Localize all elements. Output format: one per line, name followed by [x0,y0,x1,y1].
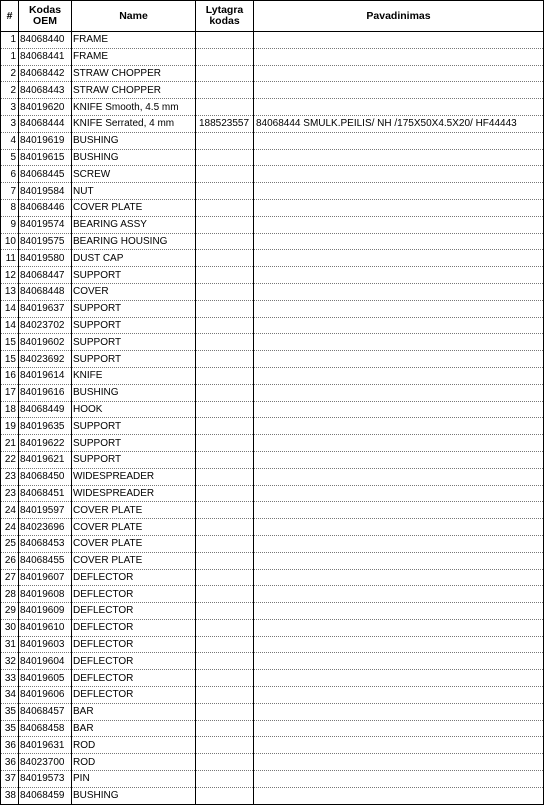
lytagra-code-cell [196,99,254,116]
pavadinimas-cell [254,468,544,485]
table-row [1,502,544,519]
oem-code-cell: 84019615 [19,149,72,166]
oem-code-cell: 84023700 [19,754,72,771]
lytagra-code-cell [196,519,254,536]
row-number-cell: 36 [1,754,19,771]
table-row [1,771,544,788]
row-number-cell: 32 [1,653,19,670]
pavadinimas-cell [254,351,544,368]
row-number-cell: 26 [1,552,19,569]
lytagra-code-cell [196,535,254,552]
row-number-cell: 28 [1,586,19,603]
pavadinimas-cell [254,334,544,351]
header-number: # [1,1,19,32]
pavadinimas-cell [254,183,544,200]
oem-code-cell: 84019573 [19,771,72,788]
row-number-cell: 35 [1,720,19,737]
row-number-cell: 12 [1,267,19,284]
pavadinimas-cell [254,603,544,620]
pavadinimas-cell [254,435,544,452]
table-row [1,451,544,468]
row-number-cell: 2 [1,65,19,82]
pavadinimas-cell [254,99,544,116]
pavadinimas-cell [254,250,544,267]
oem-code-cell: 84019619 [19,132,72,149]
oem-code-cell: 84068447 [19,267,72,284]
lytagra-code-cell [196,82,254,99]
oem-code-cell: 84019609 [19,603,72,620]
lytagra-code-cell [196,720,254,737]
part-name-cell: COVER PLATE [72,199,196,216]
pavadinimas-cell [254,619,544,636]
lytagra-code-cell [196,401,254,418]
table-row [1,401,544,418]
table-row [1,99,544,116]
lytagra-code-cell [196,586,254,603]
oem-code-cell: 84019616 [19,384,72,401]
part-name-cell: BUSHING [72,149,196,166]
table-row [1,183,544,200]
table-row [1,485,544,502]
lytagra-code-cell [196,737,254,754]
oem-code-cell: 84019605 [19,670,72,687]
table-row [1,468,544,485]
table-row [1,569,544,586]
lytagra-code-cell [196,451,254,468]
table-row [1,653,544,670]
oem-code-cell: 84019614 [19,367,72,384]
part-name-cell: DEFLECTOR [72,687,196,704]
table-row [1,82,544,99]
oem-code-cell: 84019584 [19,183,72,200]
oem-code-cell: 84019635 [19,418,72,435]
pavadinimas-cell [254,636,544,653]
row-number-cell: 36 [1,737,19,754]
part-name-cell: FRAME [72,48,196,65]
pavadinimas-cell [254,771,544,788]
lytagra-code-cell [196,670,254,687]
part-name-cell: DEFLECTOR [72,569,196,586]
part-name-cell: BUSHING [72,132,196,149]
oem-code-cell: 84019622 [19,435,72,452]
lytagra-code-cell [196,468,254,485]
row-number-cell: 33 [1,670,19,687]
part-name-cell: STRAW CHOPPER [72,82,196,99]
oem-code-cell: 84023696 [19,519,72,536]
row-number-cell: 35 [1,703,19,720]
table-row [1,367,544,384]
oem-code-cell: 84019606 [19,687,72,704]
part-name-cell: BAR [72,720,196,737]
oem-code-cell: 84019608 [19,586,72,603]
table-row [1,418,544,435]
row-number-cell: 10 [1,233,19,250]
part-name-cell: FRAME [72,32,196,49]
row-number-cell: 27 [1,569,19,586]
lytagra-code-cell [196,300,254,317]
part-name-cell: COVER PLATE [72,535,196,552]
lytagra-code-cell [196,367,254,384]
row-number-cell: 18 [1,401,19,418]
pavadinimas-cell [254,65,544,82]
row-number-cell: 1 [1,48,19,65]
lytagra-code-cell [196,65,254,82]
pavadinimas-cell [254,552,544,569]
oem-code-cell: 84068444 [19,115,72,132]
oem-code-cell: 84068459 [19,787,72,804]
lytagra-code-cell [196,384,254,401]
table-row [1,787,544,804]
pavadinimas-cell [254,502,544,519]
table-row [1,65,544,82]
lytagra-code-cell [196,183,254,200]
table-row [1,351,544,368]
table-row [1,687,544,704]
header-pavadinimas: Pavadinimas [254,1,544,32]
oem-code-cell: 84068449 [19,401,72,418]
oem-code-cell: 84068442 [19,65,72,82]
pavadinimas-cell [254,670,544,687]
pavadinimas-cell [254,418,544,435]
lytagra-code-cell [196,569,254,586]
row-number-cell: 38 [1,787,19,804]
header-lytagra-kodas: Lytagra kodas [196,1,254,32]
row-number-cell: 5 [1,149,19,166]
row-number-cell: 22 [1,451,19,468]
lytagra-code-cell [196,250,254,267]
pavadinimas-cell [254,233,544,250]
oem-code-cell: 84068448 [19,283,72,300]
pavadinimas-cell [254,653,544,670]
part-name-cell: DEFLECTOR [72,619,196,636]
lytagra-code-cell [196,787,254,804]
table-row [1,149,544,166]
row-number-cell: 9 [1,216,19,233]
row-number-cell: 24 [1,502,19,519]
lytagra-code-cell [196,552,254,569]
oem-code-cell: 84019621 [19,451,72,468]
pavadinimas-cell [254,216,544,233]
lytagra-code-cell [196,687,254,704]
table-row [1,300,544,317]
oem-code-cell: 84019604 [19,653,72,670]
lytagra-code-cell [196,166,254,183]
lytagra-code-cell [196,283,254,300]
part-name-cell: SUPPORT [72,334,196,351]
oem-code-cell: 84019637 [19,300,72,317]
oem-code-cell: 84068458 [19,720,72,737]
part-name-cell: HOOK [72,401,196,418]
lytagra-code-cell: 188523557 [196,115,254,132]
oem-code-cell: 84023702 [19,317,72,334]
table-row [1,636,544,653]
row-number-cell: 17 [1,384,19,401]
row-number-cell: 24 [1,519,19,536]
table-row [1,233,544,250]
part-name-cell: BEARING HOUSING [72,233,196,250]
oem-code-cell: 84019610 [19,619,72,636]
oem-code-cell: 84068440 [19,32,72,49]
lytagra-code-cell [196,603,254,620]
part-name-cell: SUPPORT [72,351,196,368]
lytagra-code-cell [196,267,254,284]
table-row [1,519,544,536]
lytagra-code-cell [196,754,254,771]
row-number-cell: 34 [1,687,19,704]
oem-code-cell: 84019603 [19,636,72,653]
row-number-cell: 3 [1,99,19,116]
table-row [1,384,544,401]
row-number-cell: 6 [1,166,19,183]
table-row [1,317,544,334]
pavadinimas-cell [254,32,544,49]
part-name-cell: SCREW [72,166,196,183]
oem-code-cell: 84068443 [19,82,72,99]
table-row [1,603,544,620]
part-name-cell: BEARING ASSY [72,216,196,233]
part-name-cell: BUSHING [72,787,196,804]
row-number-cell: 31 [1,636,19,653]
table-header [1,1,544,32]
part-name-cell: SUPPORT [72,418,196,435]
part-name-cell: SUPPORT [72,267,196,284]
table-row [1,132,544,149]
pavadinimas-cell [254,48,544,65]
lytagra-code-cell [196,351,254,368]
table-row [1,535,544,552]
row-number-cell: 15 [1,334,19,351]
header-kodas-oem: Kodas OEM [19,1,72,32]
oem-code-cell: 84019580 [19,250,72,267]
pavadinimas-cell [254,737,544,754]
part-name-cell: ROD [72,737,196,754]
row-number-cell: 11 [1,250,19,267]
table-body [1,32,544,805]
part-name-cell: SUPPORT [72,317,196,334]
table-row [1,435,544,452]
oem-code-cell: 84068441 [19,48,72,65]
row-number-cell: 25 [1,535,19,552]
lytagra-code-cell [196,317,254,334]
part-name-cell: DEFLECTOR [72,653,196,670]
table-row [1,283,544,300]
pavadinimas-cell [254,687,544,704]
row-number-cell: 4 [1,132,19,149]
oem-code-cell: 84068445 [19,166,72,183]
part-name-cell: BUSHING [72,384,196,401]
row-number-cell: 30 [1,619,19,636]
oem-code-cell: 84023692 [19,351,72,368]
table-row [1,199,544,216]
pavadinimas-cell [254,367,544,384]
lytagra-code-cell [196,703,254,720]
row-number-cell: 8 [1,199,19,216]
pavadinimas-cell [254,317,544,334]
oem-code-cell: 84068455 [19,552,72,569]
part-name-cell: DEFLECTOR [72,603,196,620]
row-number-cell: 16 [1,367,19,384]
pavadinimas-cell [254,300,544,317]
part-name-cell: COVER PLATE [72,552,196,569]
oem-code-cell: 84068457 [19,703,72,720]
part-name-cell: SUPPORT [72,300,196,317]
header-name: Name [72,1,196,32]
table-row [1,552,544,569]
oem-code-cell: 84019607 [19,569,72,586]
header-row [1,1,544,32]
part-name-cell: DEFLECTOR [72,670,196,687]
lytagra-code-cell [196,132,254,149]
part-name-cell: DUST CAP [72,250,196,267]
row-number-cell: 2 [1,82,19,99]
table-row [1,267,544,284]
table-row [1,250,544,267]
row-number-cell: 29 [1,603,19,620]
oem-code-cell: 84068453 [19,535,72,552]
table-row [1,720,544,737]
part-name-cell: SUPPORT [72,451,196,468]
pavadinimas-cell [254,384,544,401]
table-row [1,48,544,65]
part-name-cell: COVER PLATE [72,519,196,536]
row-number-cell: 14 [1,300,19,317]
pavadinimas-cell: 84068444 SMULK.PEILIS/ NH /175X50X4.5X20/ HF44443 [254,115,544,132]
table-row [1,670,544,687]
row-number-cell: 21 [1,435,19,452]
row-number-cell: 7 [1,183,19,200]
lytagra-code-cell [196,149,254,166]
pavadinimas-cell [254,82,544,99]
part-name-cell: PIN [72,771,196,788]
pavadinimas-cell [254,267,544,284]
pavadinimas-cell [254,199,544,216]
table-row [1,216,544,233]
pavadinimas-cell [254,586,544,603]
row-number-cell: 23 [1,468,19,485]
part-name-cell: BAR [72,703,196,720]
pavadinimas-cell [254,569,544,586]
lytagra-code-cell [196,435,254,452]
pavadinimas-cell [254,166,544,183]
table-row [1,334,544,351]
table-row [1,32,544,49]
table-row [1,737,544,754]
pavadinimas-cell [254,485,544,502]
part-name-cell: DEFLECTOR [72,586,196,603]
pavadinimas-cell [254,132,544,149]
lytagra-code-cell [196,502,254,519]
oem-code-cell: 84019575 [19,233,72,250]
lytagra-code-cell [196,334,254,351]
part-name-cell: COVER PLATE [72,502,196,519]
table-row [1,619,544,636]
row-number-cell: 3 [1,115,19,132]
pavadinimas-cell [254,787,544,804]
lytagra-code-cell [196,653,254,670]
table-row [1,115,544,132]
lytagra-code-cell [196,32,254,49]
pavadinimas-cell [254,283,544,300]
oem-code-cell: 84019574 [19,216,72,233]
part-name-cell: KNIFE Serrated, 4 mm [72,115,196,132]
table-row [1,754,544,771]
pavadinimas-cell [254,149,544,166]
table-row [1,586,544,603]
part-name-cell: NUT [72,183,196,200]
oem-code-cell: 84019631 [19,737,72,754]
part-name-cell: DEFLECTOR [72,636,196,653]
part-name-cell: SUPPORT [72,435,196,452]
lytagra-code-cell [196,48,254,65]
oem-code-cell: 84019620 [19,99,72,116]
part-name-cell: KNIFE [72,367,196,384]
row-number-cell: 14 [1,317,19,334]
oem-code-cell: 84068451 [19,485,72,502]
pavadinimas-cell [254,703,544,720]
oem-code-cell: 84019602 [19,334,72,351]
part-name-cell: ROD [72,754,196,771]
row-number-cell: 13 [1,283,19,300]
lytagra-code-cell [196,485,254,502]
part-name-cell: COVER [72,283,196,300]
pavadinimas-cell [254,451,544,468]
lytagra-code-cell [196,636,254,653]
pavadinimas-cell [254,754,544,771]
table-row [1,703,544,720]
part-name-cell: WIDESPREADER [72,485,196,502]
row-number-cell: 19 [1,418,19,435]
row-number-cell: 1 [1,32,19,49]
row-number-cell: 15 [1,351,19,368]
pavadinimas-cell [254,720,544,737]
pavadinimas-cell [254,535,544,552]
oem-code-cell: 84068446 [19,199,72,216]
lytagra-code-cell [196,771,254,788]
lytagra-code-cell [196,233,254,250]
row-number-cell: 23 [1,485,19,502]
row-number-cell: 37 [1,771,19,788]
part-name-cell: KNIFE Smooth, 4.5 mm [72,99,196,116]
part-name-cell: WIDESPREADER [72,468,196,485]
lytagra-code-cell [196,619,254,636]
pavadinimas-cell [254,519,544,536]
oem-code-cell: 84068450 [19,468,72,485]
table-row [1,166,544,183]
lytagra-code-cell [196,216,254,233]
pavadinimas-cell [254,401,544,418]
lytagra-code-cell [196,199,254,216]
oem-code-cell: 84019597 [19,502,72,519]
part-name-cell: STRAW CHOPPER [72,65,196,82]
lytagra-code-cell [196,418,254,435]
